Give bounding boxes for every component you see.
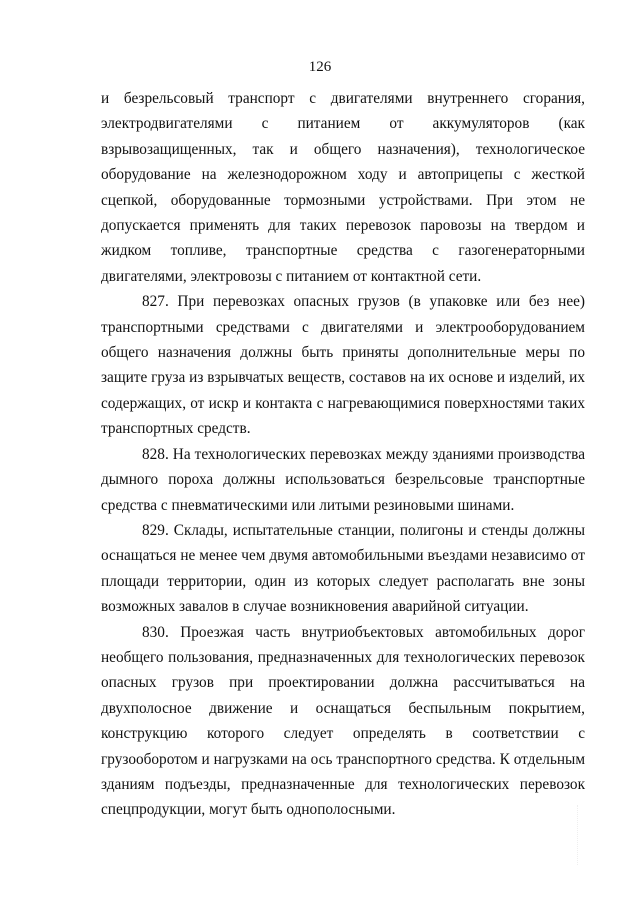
paragraph-830: 830. Проезжая часть внутриобъектовых автомобильных дорог необщего пользования, предназначенных для технологических перевозок опасных грузов при проектировании должна рассчитываться на двухполосное движение и оснащаться беспыльным покрытием, конструкцию которого следует определять в соответствии с грузооборотом и нагрузками на ось транспортного средства. К отдельным зданиям подъезды, предназначенные для технологических перевозок спецпродукции, могут быть однополосными.	[101, 623, 585, 819]
paragraph-827: 827. При перевозках опасных грузов (в упаковке или без нее) транспортными средствами с двигателями и электрооборудованием общего назначения должны быть приняты дополнительные меры по защите груза из взрывчатых веществ, составов на их основе и изделий, их содержащих, от искр и контакта с нагревающимися поверхностями таких транспортных средств.	[101, 293, 585, 438]
document-body	[101, 86, 585, 823]
paragraph-828: 828. На технологических перевозках между зданиями производства дымного пороха должны использоваться безрельсовые транспортные средства с пневматическими или литыми резиновыми шинами.	[101, 445, 585, 514]
scan-artifact	[577, 805, 580, 865]
paragraph-continuation: и безрельсовый транспорт с двигателями внутреннего сгорания, электродвигателями с питанием от аккумуляторов (как взрывозащищенных, так и общего назначения), технологическое оборудование на железнодорожном ходу и автоприцепы с жесткой сцепкой, оборудованные тормозными устройствами. При этом не допускается применять для таких перевозок паровозы на твердом и жидком топливе, транспортные средства с газогенераторными двигателями, электровозы с питанием от контактной сети.	[101, 90, 585, 285]
paragraph-829: 829. Склады, испытательные станции, полигоны и стенды должны оснащаться не менее чем двумя автомобильными въездами независимо от площади территории, один из которых следует располагать вне зоны возможных завалов в случае возникновения аварийной ситуации.	[101, 521, 585, 616]
page-number: 126	[308, 59, 332, 75]
